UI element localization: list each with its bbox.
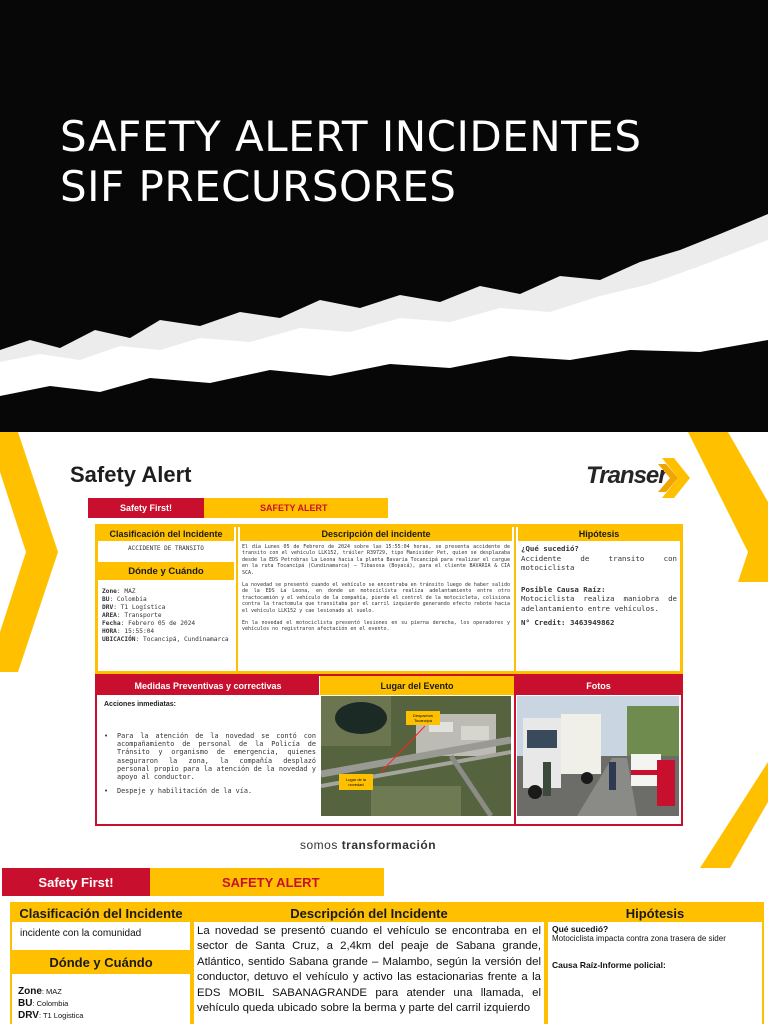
slide-title: Safety Alert [70, 462, 192, 487]
fotos-header: Fotos [516, 676, 681, 695]
safety-alert-slide [0, 432, 768, 868]
medidas-item: • Para la atención de la novedad se contó con acompañamiento de personal de la Policía de Tránsito y organismo de emergencia, quienes aseguraron la zona, la compañía desplazó personal propio para la atención de la novedad y apoyo al conductor. [104, 732, 316, 782]
descripcion-header: Descripción del Incidente [194, 904, 544, 922]
hipotesis-text: Qué sucedió? Motociclista impacta contra zona trasera de sider Causa Raíz-Informe policial: [552, 924, 726, 970]
lugar-header: Lugar del Evento [320, 676, 514, 695]
yellow-chevron-bottom [700, 762, 768, 868]
medidas-subtitle: Acciones inmediatas: [104, 701, 176, 708]
torn-paper-graphic [0, 200, 768, 432]
tab-safety-first: Safety First! [88, 498, 204, 518]
tagline: somos transformación [300, 838, 437, 852]
clasificacion-header: Clasificación del Incidente [98, 527, 234, 541]
descripcion-text: La novedad se presentó cuando el vehículo se encontraba en el sector de Santa Cruz, a 2,4km del peaje de Sabana grande, Atlántico, sentido Sabana grande – Malambo, según la versión del conductor, detuvo el vehículo y activo las estacionarias frente a la EDS MOBIL SABANAGRANDE para atender una llamada, el vehículo queda ubicado sobre la berma y parte del carril izquierdo [197, 925, 541, 1015]
safety-alert-slide-2 [0, 868, 768, 1024]
hipotesis-header: Hipótesis [548, 904, 762, 922]
hipotesis-text: ¿Qué sucedió? Accidente de transito con motociclista Posible Causa Raíz: Motociclista realiza maniobra de adelantamiento entre vehículos. N° Credit: 3463949862 [521, 544, 677, 627]
cover-title: SAFETY ALERT INCIDENTES SIF PRECURSORES [60, 112, 642, 211]
hipotesis-header: Hipótesis [518, 527, 680, 541]
donde-header: Dónde y Cuándo [98, 562, 234, 580]
clasificacion-header: Clasificación del Incidente [12, 904, 190, 922]
donde-row: Fecha: Febrero 05 de 2024 [102, 620, 196, 627]
donde-row: AREA: Transporte [102, 612, 162, 619]
clasificacion-value: incidente con la comunidad [20, 928, 142, 939]
map-satellite-image [321, 696, 511, 816]
tab-safety-alert: SAFETY ALERT [204, 498, 388, 518]
yellow-chevron-right [688, 432, 768, 582]
donde-row: DRV: T1 Logística [102, 604, 166, 611]
incident-photo [517, 696, 679, 816]
yellow-chevron-left [0, 432, 60, 732]
descripcion-header: Descripción del incidente [240, 527, 512, 541]
donde-row: Zone: MAZ [18, 986, 62, 997]
medidas-header: Medidas Preventivas y correctivas [97, 676, 319, 695]
column-divider [514, 676, 516, 824]
map-label-novedad: Lugar de la novedad [339, 774, 373, 790]
medidas-list [104, 732, 316, 795]
medidas-item: • Despeje y habilitación de la vía. [104, 787, 253, 796]
bullet-icon: • [104, 787, 109, 796]
donde-list [18, 986, 83, 1022]
donde-header: Dónde y Cuándo [12, 950, 190, 974]
transer-logo: Transer [586, 458, 696, 498]
donde-row: DRV: T1 Logistica [18, 1010, 84, 1021]
donde-row: BU: Colombia [18, 998, 69, 1009]
column-divider [514, 527, 516, 671]
clasificacion-value: ACCIDENTE DE TRANSITO [128, 545, 204, 552]
donde-row: Zone: MAZ [102, 588, 136, 595]
donde-row: UBICACIÓN: Tocancipá, Cundinamarca [102, 636, 229, 643]
logo-chevron-icon [658, 458, 692, 498]
donde-row: HORA: 15:55:04 [102, 628, 155, 635]
descripcion-text: El día Lunes 05 de Febrero de 2024 sobre las 15:55:04 horas, se presenta accidente de transito con el vehículo LLK152, tráiler R39729, tipo Manisider Pet, quien se desplazaba desde la EDS Petrobras La Leona hacia la planta Bavaria Tocancipá para realizar el cargue en la ruta Tocancipá (Cundinamarca) – Tibasosa (Boyacá), para el cliente BAVARIA & CIA SCA. La novedad se presentó cuando el vehículo se encontraba en tránsito luego de haber salido de la EDS La Leona, en donde un motociclista realiza adelantamiento entre otro tractocamión y el vehículo de la compañía, pierde el control de la motocicleta, colisiona contra la tractomula que transitaba por el carril izquierdo generando efecto rebote hacia el vehículo LLK152 y cae lesionado al suelo. En la novedad el motociclista presentó lesiones en su pierna derecha, los operadores y vehículos no registraron afectación en el evento. [242, 544, 510, 633]
photo-graphic [517, 696, 679, 816]
cover-slide [0, 0, 768, 432]
tab-safety-first: Safety First! [2, 868, 150, 896]
tab-safety-alert: SAFETY ALERT [150, 868, 384, 896]
column-divider [236, 527, 238, 671]
bullet-icon: • [104, 732, 109, 740]
donde-list [102, 588, 232, 644]
donde-row: BU: Colombia [102, 596, 147, 603]
map-label-despachos: Despachos Tocancipá [406, 711, 440, 725]
